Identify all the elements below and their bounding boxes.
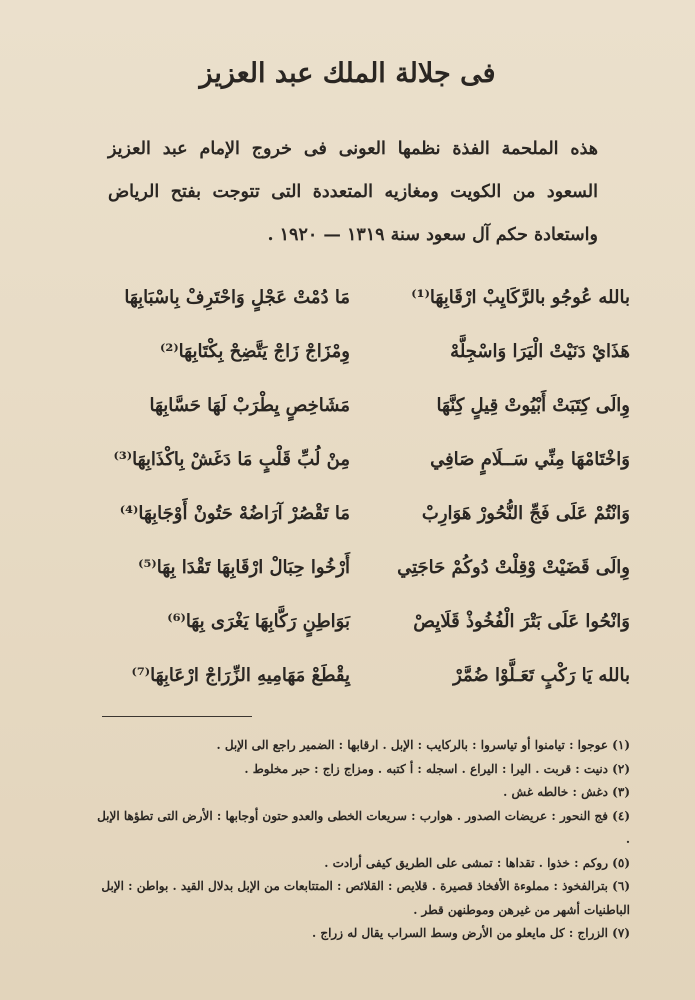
poem-verse [95, 656, 630, 710]
verse-first-hemistich: بالله يَا رَكْبٍ تَعَـلَّوْا ضُمَّرْ [453, 665, 630, 686]
verse-second-hemistich: بَوَاطِنٍ رَكَّابِهَا يَغْرَى بِهَا⁽⁶⁾ [167, 611, 350, 632]
verse-second-hemistich: أَرْخُوا حِبَالْ ارْقَابِهَا تَقْدَا بِهَا⁽⁵⁾ [138, 557, 350, 578]
verse-first-hemistich: وَانْحُوا عَلَى بَتْرَ الْفُخُوذْ قَلَايِصْ [413, 611, 630, 632]
poem-verse [95, 440, 630, 494]
poem-verse [95, 332, 630, 386]
verse-first-hemistich: وَانْتُمْ عَلَى فَجِّ النُّحُورْ هَوَارِبْ [421, 503, 630, 524]
poem-verse [95, 548, 630, 602]
footnote: (٤) فج النحور : عريضات الصدور . هوارب : سريعات الخطى والعدو حتون أوجابها : الأرض التى تطؤها الإبل . [97, 808, 630, 846]
footnote: (٥) روكم : خذوا . تقداها : تمشى على الطريق كيفى أرادت . [324, 855, 630, 870]
footnote: (١) عوجوا : تيامنوا أو تياسروا : بالركايب : الإبل . ارقابها : الضمير راجع الى الإبل . [216, 738, 630, 752]
footnote: (٦) بترالفخوذ : مملوءة الأفخاذ قصيرة . قلايص : القلائص : المتتابعات من الإبل بدلال القيد . بواطن : الإبل الباطنيات أشهر من غيرهن وموطنهن قطر . [101, 879, 630, 917]
verse-second-hemistich: وِمْزَاجْ زَاجْ يَتَّضِحْ بِكْتَابِهَا⁽²⁾ [160, 341, 350, 362]
verse-second-hemistich: مِنْ لُبِّ قَلْبٍ مَا دَغَشْ بِاكْذَابِهَا⁽³⁾ [113, 449, 350, 470]
verse-first-hemistich: وَاخْتَامْهَا مِنِّي سَــلَامٍ صَافِي [430, 449, 630, 470]
footnote-divider [102, 716, 252, 717]
verse-first-hemistich: وِالَى قَضَيْتْ وْقِلْتْ دُوكُمْ حَاجَتِي [397, 557, 630, 578]
intro-paragraph: هذه الملحمة الفذة نظمها العونى فى خروج الإمام عبد العزيز السعود من الكويت ومغازيه المتعددة التى تتوجت بفتح الرياض واستعادة حكم آل سعود سنة ١٣١٩ — ١٩٢٠ . [108, 139, 598, 245]
verse-second-hemistich: مَشَاخِصٍ يِطْرَبْ لَهَا حَسَّابِهَا [149, 395, 350, 416]
footnote: (٢) دنيت : قربت . اليرا : اليراع . اسجله : أ كتبه . ومزاج زاج : حبر مخلوط . [244, 761, 630, 776]
poem-verse [95, 386, 630, 440]
verse-second-hemistich: يِقْطَعْ مَهَامِيهِ الزِّرَاجْ ارْعَابِهَا⁽⁷⁾ [131, 665, 350, 686]
poem-verse [95, 278, 630, 332]
verse-first-hemistich: بالله عُوجُو بالرَّكَايِبْ ارْقَابِهَا⁽¹⁾ [411, 287, 630, 308]
verse-second-hemistich: مَا تَقْصُرْ آرَاضُهْ حَتُونْ أَوْجَابِهَا⁽⁴⁾ [119, 503, 350, 524]
page-title: فى جلالة الملك عبد العزيز [199, 58, 496, 89]
verse-first-hemistich: وِالَى كِتَبَتْ أَبْيُوتْ قِيلٍ كِنَّهَا [436, 395, 630, 416]
footnote: (٣) دغش : خالطه غش . [503, 785, 630, 799]
poem [95, 278, 630, 710]
footnotes [95, 734, 630, 946]
verse-first-hemistich: هَذَايْ دَنَيْتْ الْيَرَا وَاسْجِلَّهْ [450, 341, 630, 362]
poem-verse [95, 494, 630, 548]
verse-second-hemistich: مَا دُمْتْ عَجْلٍ وَاحْتَرِفْ بِاسْبَابِهَا [124, 287, 350, 308]
poem-verse [95, 602, 630, 656]
footnote: (٧) الزراج : كل مايعلو من الأرض وسط السراب يقال له زراج . [311, 926, 630, 940]
